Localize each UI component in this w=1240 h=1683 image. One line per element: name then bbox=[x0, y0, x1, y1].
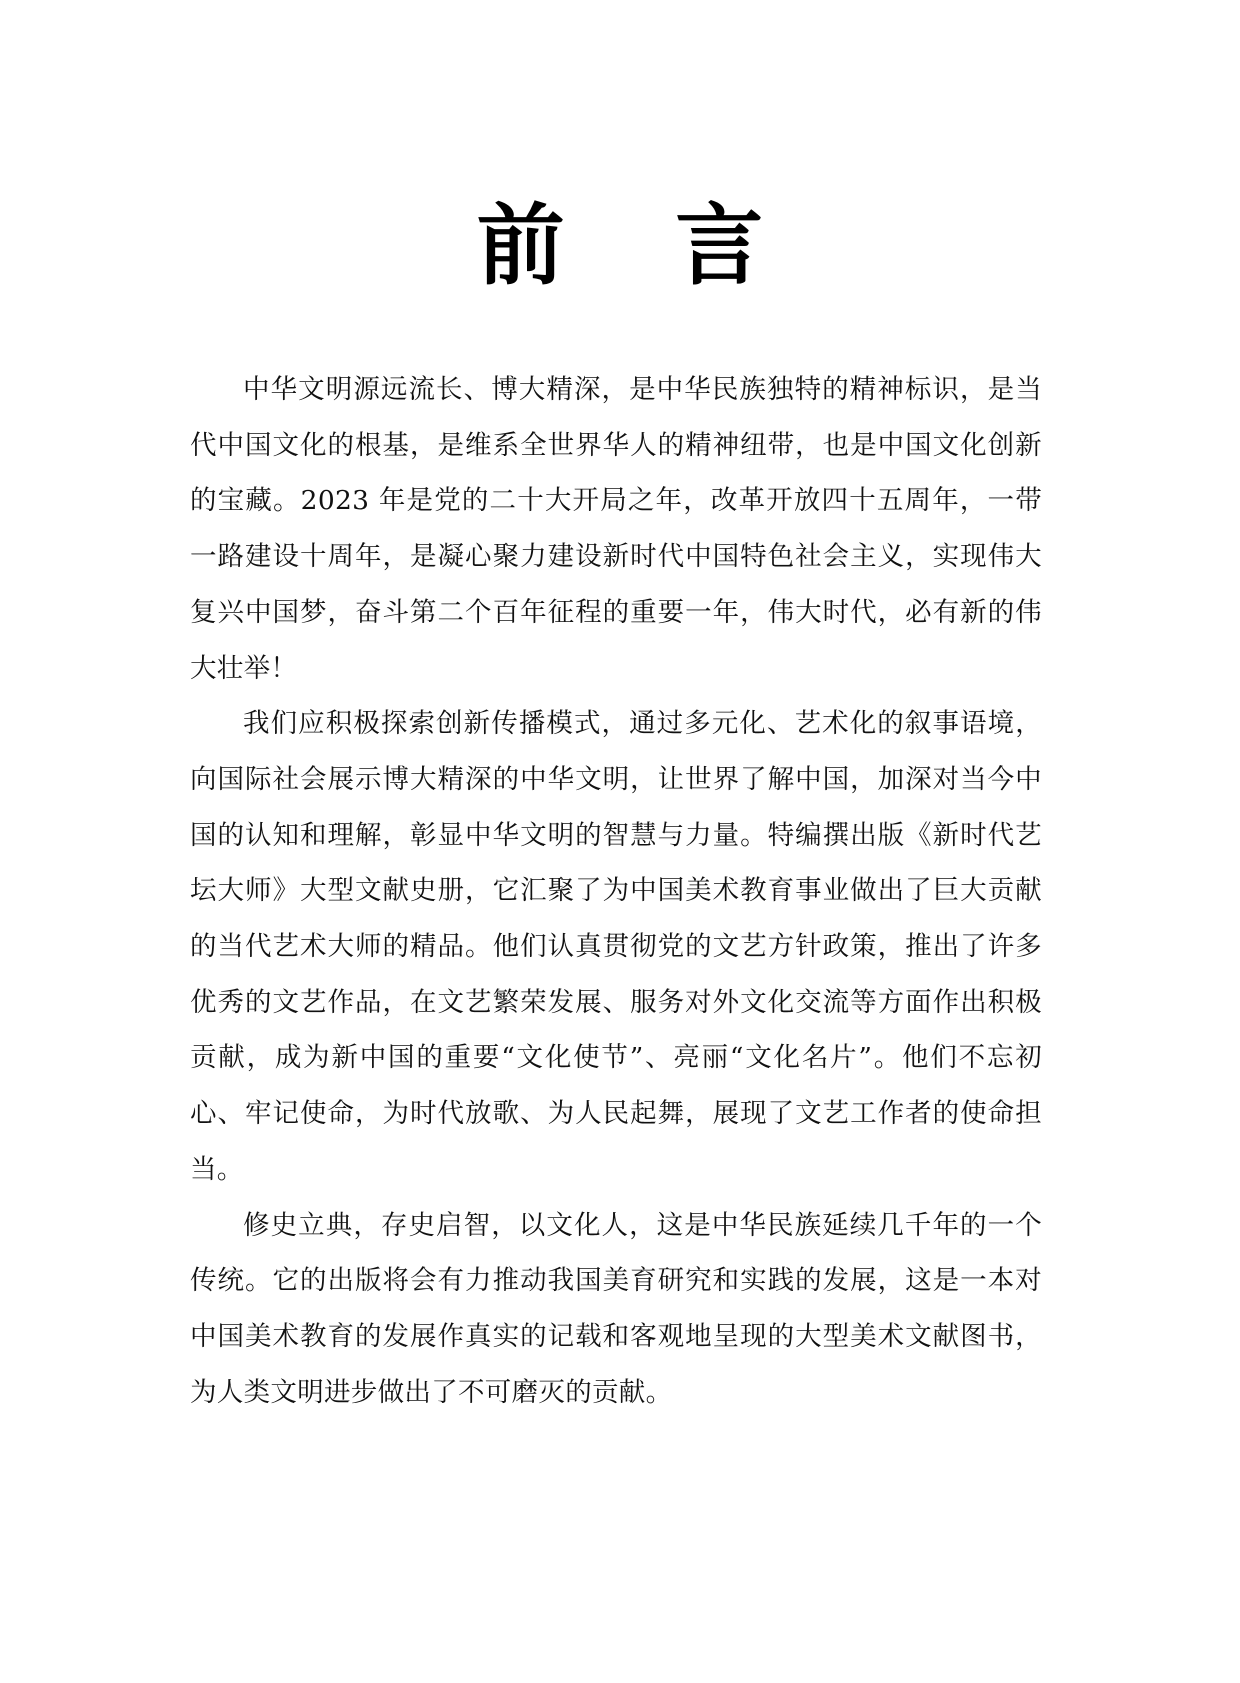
paragraph-2: 我们应积极探索创新传播模式，通过多元化、艺术化的叙事语境，向国际社会展示博大精深的中华文明，让世界了解中国，加深对当今中国的认知和理解，彰显中华文明的智慧与力量。特编撰出版《新时代艺坛大师》大型文献史册，它汇聚了为中国美术教育事业做出了巨大贡献的当代艺术大师的精品。他们认真贯彻党的文艺方针政策，推出了许多优秀的文艺作品，在文艺繁荣发展、服务对外文化交流等方面作出积极贡献，成为新中国的重要“文化使节”、亮丽“文化名片”。他们不忘初心、牢记使命，为时代放歌、为人民起舞，展现了文艺工作者的使命担当。 bbox=[190, 708, 1042, 1185]
preface-body bbox=[190, 362, 1042, 1420]
page-title: 前 言 bbox=[476, 194, 804, 297]
paragraph-1: 中华文明源远流长、博大精深，是中华民族独特的精神标识，是当代中国文化的根基，是维系全世界华人的精神纽带，也是中国文化创新的宝藏。2023 年是党的二十大开局之年，改革开放四十五周年，一带一路建设十周年，是凝心聚力建设新时代中国特色社会主义，实现伟大复兴中国梦，奋斗第二个百年征程的重要一年，伟大时代，必有新的伟大壮举！ bbox=[190, 374, 1042, 684]
paragraph-3: 修史立典，存史启智，以文化人，这是中华民族延续几千年的一个传统。它的出版将会有力推动我国美育研究和实践的发展，这是一本对中国美术教育的发展作真实的记载和客观地呈现的大型美术文献图书，为人类文明进步做出了不可磨灭的贡献。 bbox=[190, 1209, 1042, 1408]
